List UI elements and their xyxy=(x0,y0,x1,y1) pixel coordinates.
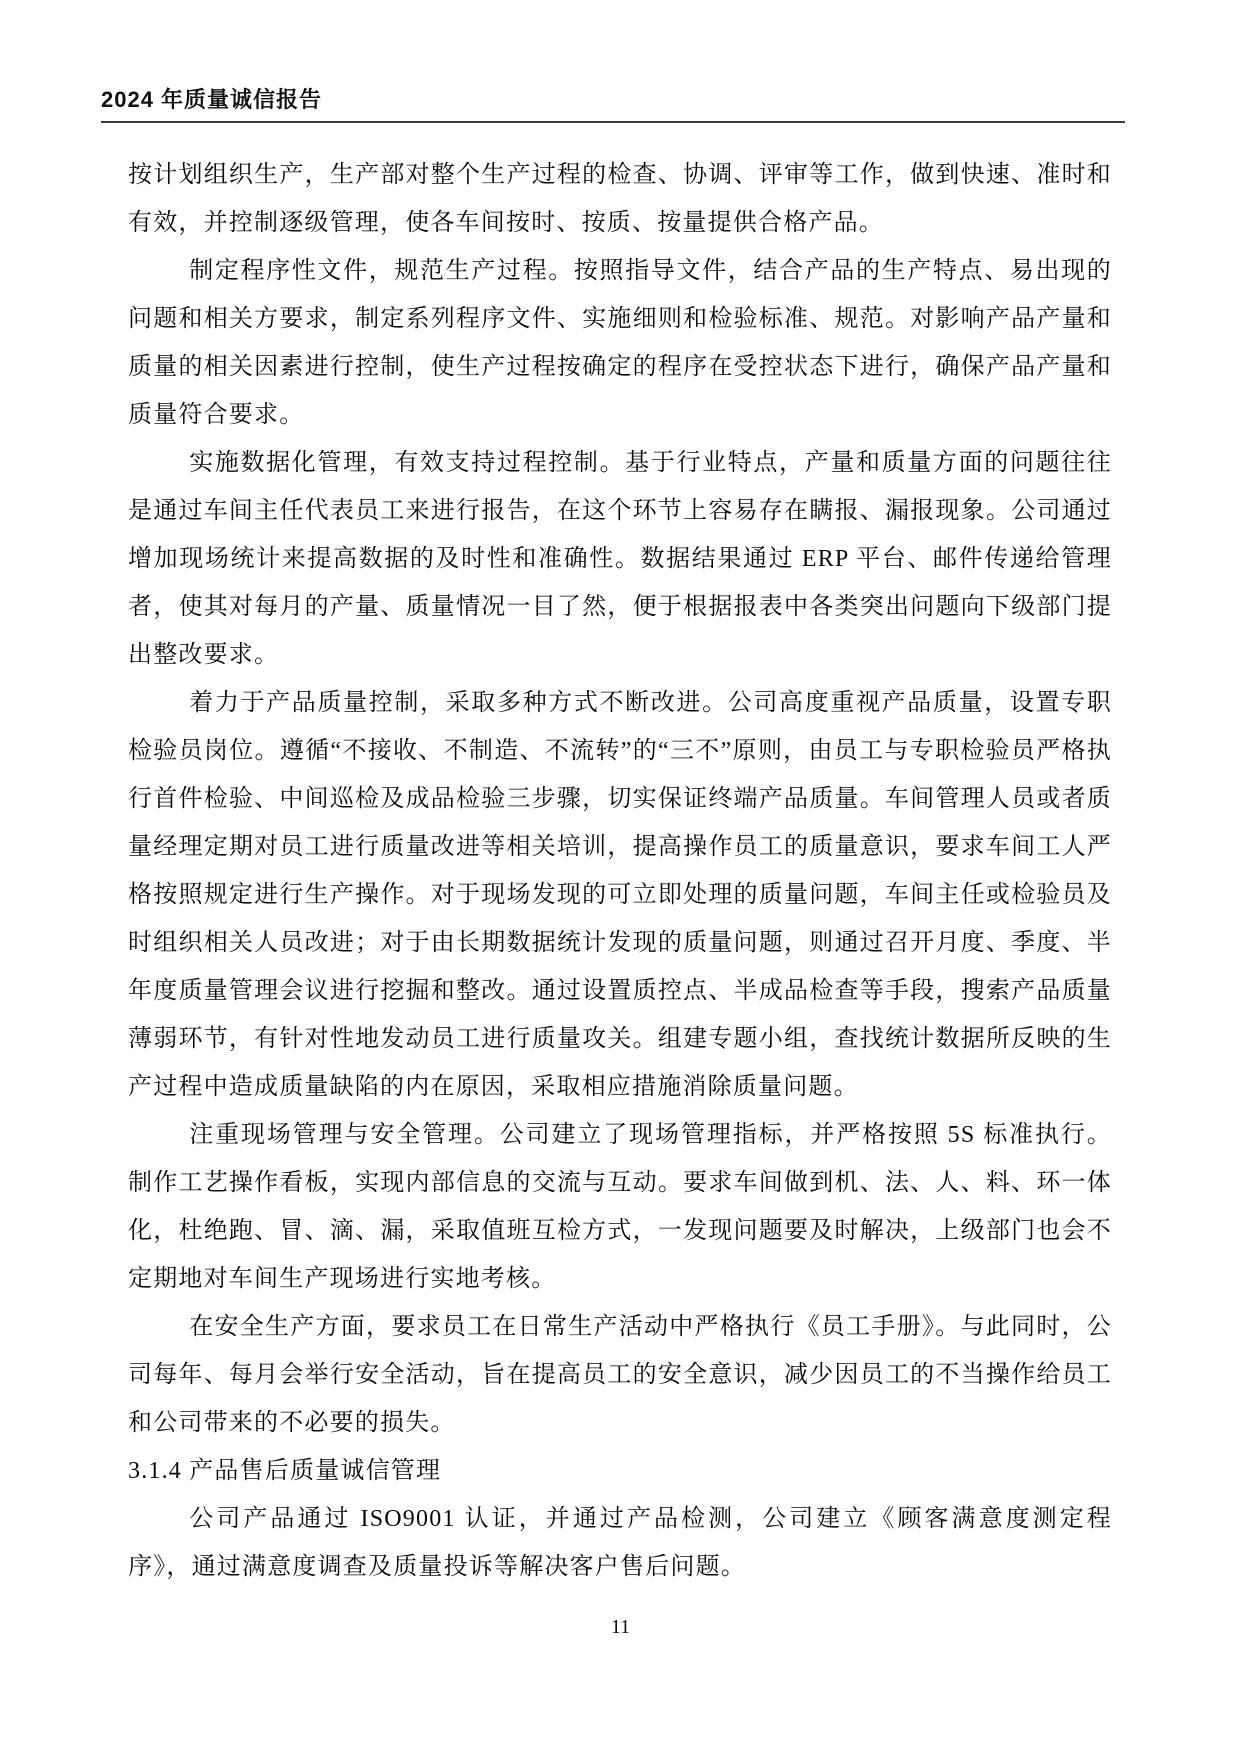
header-rule xyxy=(101,121,1125,123)
page-footer xyxy=(0,1616,1241,1639)
page-header xyxy=(101,86,1125,123)
report-header-title: 2024 年质量诚信报告 xyxy=(101,87,323,112)
paragraph-product-quality-control: 着力于产品质量控制，采取多种方式不断改进。公司高度重视产品质量，设置专职检验员岗位。遵循“不接收、不制造、不流转”的“三不”原则，由员工与专职检验员严格执行首件检验、中间巡检及成品检验三步骤，切实保证终端产品质量。车间管理人员或者质量经理定期对员工进行质量改进等相关培训，提高操作员工的质量意识，要求车间工人严格按照规定进行生产操作。对于现场发现的可立即处理的质量问题，车间主任或检验员及时组织相关人员改进；对于由长期数据统计发现的质量问题，则通过召开月度、季度、半年度质量管理会议进行挖掘和整改。通过设置质控点、半成品检查等手段，搜索产品质量薄弱环节，有针对性地发动员工进行质量攻关。组建专题小组，查找统计数据所反映的生产过程中造成质量缺陷的内在原因，采取相应措施消除质量问题。 xyxy=(128,690,1112,1100)
paragraph-procedure-documents: 制定程序性文件，规范生产过程。按照指导文件，结合产品的生产特点、易出现的问题和相关方要求，制定系列程序文件、实施细则和检验标准、规范。对影响产品产量和质量的相关因素进行控制，使生产过程按确定的程序在受控状态下进行，确保产品产量和质量符合要求。 xyxy=(128,258,1112,428)
paragraph-data-management: 实施数据化管理，有效支持过程控制。基于行业特点，产量和质量方面的问题往往是通过车间主任代表员工来进行报告，在这个环节上容易存在瞒报、漏报现象。公司通过增加现场统计来提高数据的及时性和准确性。数据结果通过 ERP 平台、邮件传递给管理者，使其对每月的产量、质量情况一目了然，便于根据报表中各类突出问题向下级部门提出整改要求。 xyxy=(128,450,1112,668)
document-body xyxy=(128,151,1112,1591)
paragraph-after-sales-quality: 公司产品通过 ISO9001 认证，并通过产品检测，公司建立《顾客满意度测定程序》，通过满意度调查及质量投诉等解决客户售后问题。 xyxy=(128,1506,1112,1580)
paragraph-site-and-safety-management: 注重现场管理与安全管理。公司建立了现场管理指标，并严格按照 5S 标准执行。制作工艺操作看板，实现内部信息的交流与互动。要求车间做到机、法、人、料、环一体化，杜绝跑、冒、滴、漏，采取值班互检方式，一发现问题要及时解决，上级部门也会不定期地对车间生产现场进行实地考核。 xyxy=(128,1122,1112,1292)
paragraph-safety-production: 在安全生产方面，要求员工在日常生产活动中严格执行《员工手册》。与此同时，公司每年、每月会举行安全活动，旨在提高员工的安全意识，减少因员工的不当操作给员工和公司带来的不必要的损失。 xyxy=(128,1314,1112,1436)
paragraph-production-planning: 按计划组织生产，生产部对整个生产过程的检查、协调、评审等工作，做到快速、准时和有效，并控制逐级管理，使各车间按时、按质、按量提供合格产品。 xyxy=(128,162,1112,236)
section-heading-3-1-4: 3.1.4 产品售后质量诚信管理 xyxy=(128,1458,442,1484)
page-number: 11 xyxy=(610,1616,631,1638)
